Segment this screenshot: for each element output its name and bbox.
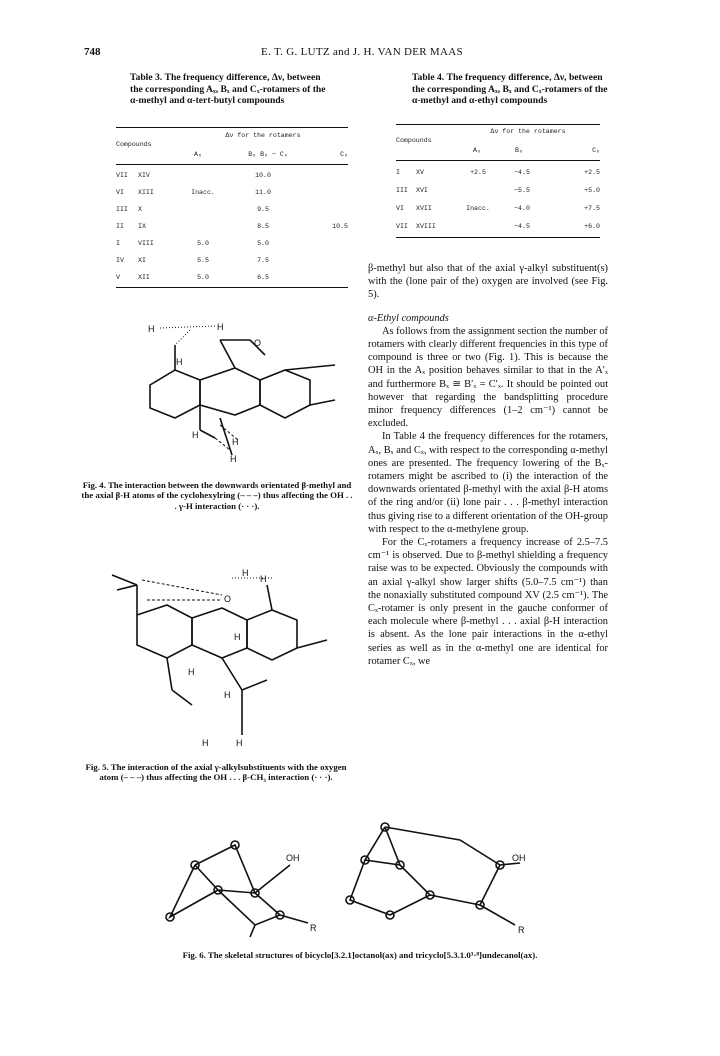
table3-cell	[298, 235, 348, 252]
table3-row	[116, 235, 348, 252]
table3-body	[116, 167, 348, 286]
table4-cell: Inacc.	[466, 204, 490, 212]
table3-cell: IV	[116, 257, 124, 264]
table3-cell: XIII	[138, 189, 154, 196]
table3-row	[116, 201, 348, 218]
table4-compounds-header: Compounds	[396, 137, 432, 144]
table4-grid	[396, 127, 600, 155]
table4-cell: VII	[396, 222, 408, 230]
table3-row	[116, 184, 348, 201]
table4-body-grid	[396, 163, 600, 235]
paragraph-3: For the Cₓ-rotamers a frequency increase of 2.5–7.5 cm⁻¹ is observed. Due to β-methyl shielding a frequency raise was to be expected. Obviously the compounds with an axial γ-alkyl show larger shifts (5.0–7.5 cm⁻¹) than the nonaxially substituted compound XV (2.5 cm⁻¹). The Cₓ-rotamer is only present in the gauche conformer of each molecule where β-methyl . . . axial β-H interaction is absent. As the lone pair interactions in the α-ethyl series as well as in the α-methyl one are identical for rotamer Cₓ, we	[368, 537, 608, 667]
table4-cell: +5.0	[584, 186, 600, 194]
table3-cell: II	[116, 223, 124, 230]
table4-cell: +2.5	[470, 168, 486, 176]
table4-cell	[456, 217, 500, 235]
table4-cell: +6.0	[584, 222, 600, 230]
table4-cell: XVIII	[416, 222, 436, 230]
table3-col-c: Cₓ	[340, 150, 348, 158]
table3-row	[116, 269, 348, 286]
paragraph-2: In Table 4 the frequency differences for the rotamers, Aₓ, Bₓ and Cₓ, with respect to the corresponding α-methyl ones are presented. The frequency lowering of the Bₓ-rotamers might be ascribed to (i) the interaction of the downwards orientated β-methyl with the axial β-H atoms of the ring and/or (ii) lone pair . . . β-methyl interaction thus giving rise to a different orientation of the OH-group with respect to the α-methylene group.	[368, 431, 608, 535]
table3-cell	[298, 201, 348, 218]
table3-cell: 5.5	[197, 257, 209, 264]
fig5-h-label-3: H	[234, 632, 241, 642]
table3-cell: 6.5	[257, 274, 269, 281]
table3-cell: 10.5	[332, 223, 348, 230]
table4-caption	[412, 72, 608, 107]
fig4-h-label-3: H	[176, 357, 183, 367]
fig5-h-label-2: H	[260, 574, 267, 584]
table3-grid	[116, 131, 348, 159]
table4-cell: I	[396, 168, 400, 176]
fig5-structure	[92, 560, 342, 750]
table3-cell: V	[116, 274, 120, 281]
table3-cell: 5.0	[197, 240, 209, 247]
fig5-h-label-7: H	[202, 738, 209, 748]
fig4-h-label: H	[148, 324, 155, 334]
fig5-h-label-5: H	[224, 690, 231, 700]
table4-body	[396, 163, 600, 235]
table3-col-a: Aₓ	[194, 150, 202, 158]
fig4-o-label: O	[254, 338, 262, 348]
page-number: 748	[84, 46, 101, 58]
table3-cell: X	[138, 206, 142, 213]
table3-cell: Inacc.	[191, 189, 215, 196]
right-column-text	[368, 262, 608, 668]
table3-top-rule	[116, 127, 348, 128]
table3-cell: IX	[138, 223, 146, 230]
table4-bottom-rule	[396, 237, 600, 238]
paragraph-1: As follows from the assignment section the number of rotamers with clearly different frequencies in this type of compound is three or two (Fig. 1). This is because the OH in the Aₓ position behaves similar to that in the A′ₓ and furthermore Bₓ ≅ B′ₓ = C′ₓ. It should be pointed out however that regarding the bandsplitting procedure minor frequency differences (1–2 cm⁻¹) cannot be excluded.	[368, 325, 608, 430]
table3-caption	[130, 72, 334, 107]
table3-cell: VII	[116, 172, 128, 179]
fig4-caption: Fig. 4. The interaction between the downwards orientated β-methyl and the axial β-H atoms of the cyclohexylring (– – –) thus affecting the OH . . . γ-H interaction (· · ·).	[81, 480, 353, 511]
table4-cell: −5.5	[514, 186, 530, 194]
table4-cell: −4.5	[514, 168, 530, 176]
table3-cell	[298, 269, 348, 286]
fig5-h-label-4: H	[188, 667, 195, 677]
table4-col-b: Bₓ	[515, 146, 523, 154]
fig6-oh-label-2: OH	[512, 853, 526, 863]
fig6-caption: Fig. 6. The skeletal structures of bicyclo[3.2.1]octanol(ax) and tricyclo[5.3.1.0³·⁸]undecanol(ax).	[182, 950, 538, 960]
table3-compounds-header: Compounds	[116, 141, 152, 148]
table3-cell: VIII	[138, 240, 154, 247]
table3-caption-text: The frequency difference, Δν, between the corresponding Aₓ, Bₓ and Cₓ-rotamers of the α-methyl and α-tert-butyl compounds	[130, 72, 326, 107]
table3-cell: XI	[138, 257, 146, 264]
table4-col-a: Aₓ	[473, 146, 481, 154]
table3-header-rule	[116, 164, 348, 165]
table3-cell	[298, 184, 348, 201]
table3-cell: 5.0	[197, 274, 209, 281]
table4-col-c: Cₓ	[592, 146, 600, 154]
table4-cell: XVII	[416, 204, 432, 212]
table3-cell: XII	[138, 274, 150, 281]
table3-caption-title: Table 3.	[130, 72, 163, 83]
table3-row	[116, 252, 348, 269]
table3-cell: XIV	[138, 172, 150, 179]
fig6-oh-label: OH	[286, 853, 300, 863]
fig5-caption: Fig. 5. The interaction of the axial γ-alkylsubstituents with the oxygen atom (– – –) thus affecting the OH . . . β-CH₃ interaction (· · ·).	[85, 762, 347, 783]
table3-body-grid	[116, 167, 348, 286]
section-heading-ethyl: α-Ethyl compounds	[368, 312, 449, 324]
table4-group-header: Δν for the rotamers	[490, 128, 566, 135]
table3-cell: I	[116, 240, 120, 247]
table3-row	[116, 218, 348, 235]
table3-row	[116, 167, 348, 184]
table4-cell: XV	[416, 168, 424, 176]
table3-cell: 8.5	[257, 223, 269, 230]
fig5-o-label: O	[224, 594, 232, 604]
table4-header-rule	[396, 160, 600, 161]
table3-cell: 7.5	[257, 257, 269, 264]
table4-cell: −4.0	[514, 204, 530, 212]
fig6-structures	[160, 805, 560, 945]
table4-row	[396, 217, 600, 235]
table3-cell	[178, 218, 228, 235]
fig5-h-label-6: H	[236, 738, 243, 748]
table4-row	[396, 199, 600, 217]
fig5-h-label: H	[242, 568, 249, 578]
table3-cell: 10.0	[255, 172, 271, 179]
table3-cell: III	[116, 206, 128, 213]
table4-caption-title: Table 4.	[412, 72, 445, 83]
table3	[116, 131, 348, 159]
fig6-r-label-2: R	[518, 925, 525, 935]
running-header	[84, 46, 640, 62]
table3-cell: 5.0	[257, 240, 269, 247]
table3-group-header: Δν for the rotamers	[225, 132, 301, 139]
table4-caption-text: The frequency difference, Δν, between the corresponding Aₓ, Bₓ and Cₓ-rotamers of the α-methyl and α-ethyl compounds	[412, 72, 608, 107]
fig4-h-label-4: H	[192, 430, 199, 440]
fig4-structure	[120, 310, 350, 470]
table4-cell: VI	[396, 204, 404, 212]
table4-row	[396, 181, 600, 199]
fig4-h-label-6: H	[230, 454, 237, 464]
table4-cell: +7.5	[584, 204, 600, 212]
table4-cell: XVI	[416, 186, 428, 194]
table3-cell: 11.0	[255, 189, 271, 196]
table3-cell	[298, 167, 348, 184]
running-authors: E. T. G. LUTZ and J. H. VAN DER MAAS	[261, 46, 463, 58]
fig6-r-label: R	[310, 923, 317, 933]
table4	[396, 127, 600, 155]
table4-row	[396, 163, 600, 181]
table4-cell: III	[396, 186, 408, 194]
table3-cell	[178, 167, 228, 184]
table4-top-rule	[396, 124, 600, 125]
table4-cell: +2.5	[584, 168, 600, 176]
fig4-h-label-5: H	[232, 437, 239, 447]
table4-cell: −4.5	[514, 222, 530, 230]
table3-bottom-rule	[116, 287, 348, 288]
fig4-h-label-2: H	[217, 322, 224, 332]
table4-cell	[456, 181, 500, 199]
table3-cell	[178, 201, 228, 218]
table3-cell: VI	[116, 189, 124, 196]
table3-cell: 9.5	[257, 206, 269, 213]
paragraph-continued: β-methyl but also that of the axial γ-alkyl substituent(s) with the (lone pair of the) oxygen are involved (see Fig. 5).	[368, 263, 608, 301]
table3-cell	[298, 252, 348, 269]
table3-col-bmid: Bₓ Bₓ − Cₓ	[248, 150, 288, 158]
